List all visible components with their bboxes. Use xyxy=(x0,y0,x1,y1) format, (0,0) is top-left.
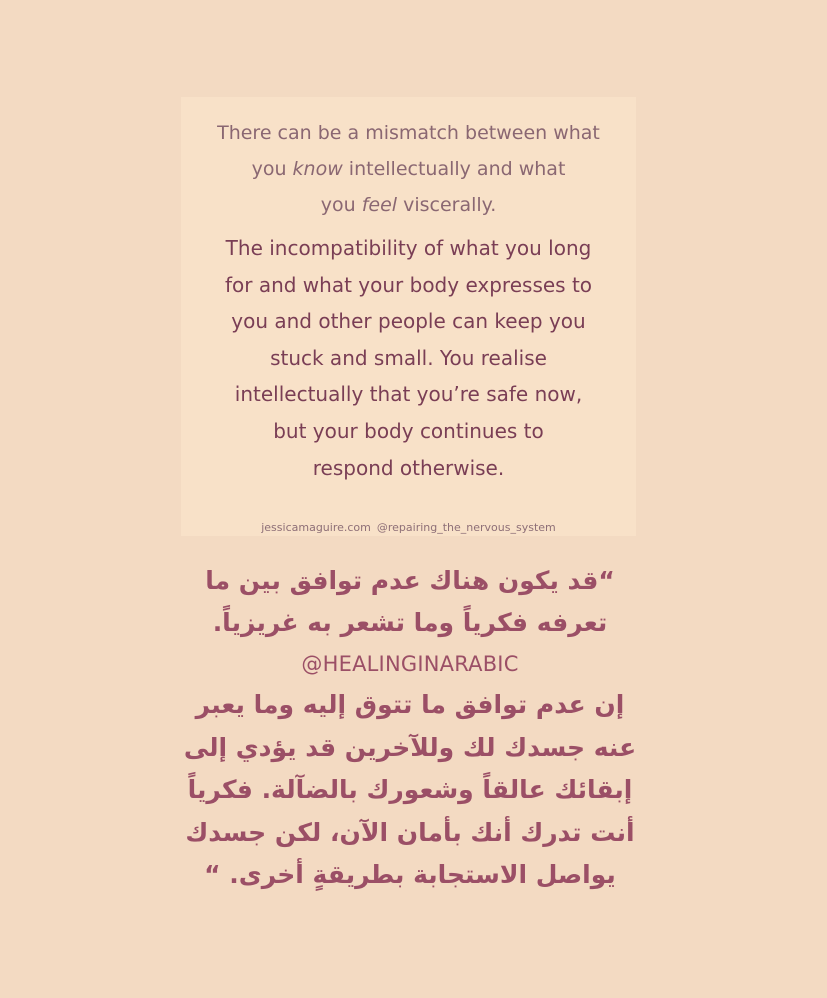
account-handle: @HEALINGINARABIC xyxy=(301,652,519,676)
intro-line-3: you feel viscerally. xyxy=(320,194,497,216)
body-line: but your body continues to xyxy=(273,418,544,443)
source-handle: @repairing_the_nervous_system xyxy=(376,521,556,534)
intro-emphasis-feel: feel xyxy=(361,194,398,216)
arabic-body-line: عنه جسدك لك وللآخرين قد يؤدي إلى xyxy=(183,732,637,762)
arabic-body-line: يواصل الاستجابة بطريقةٍ أخرى. “ xyxy=(204,860,616,889)
body-line: stuck and small. You realise xyxy=(270,345,547,370)
intro-line-1: There can be a mismatch between what xyxy=(217,122,600,144)
body-line: for and what your body expresses to xyxy=(224,272,593,297)
arabic-quote-line: تعرفه فكرياً وما تشعر به غريزياً. xyxy=(212,608,608,637)
body-text xyxy=(181,230,636,486)
intro-line-2: you know intellectually and what xyxy=(251,158,566,180)
body-line: you and other people can keep you xyxy=(231,309,586,334)
arabic-body-line: أنت تدرك أنك بأمان الآن، لكن جسدك xyxy=(185,817,635,847)
intro-text xyxy=(181,115,636,223)
source-site: jessicamaguire.com xyxy=(261,521,371,534)
body-line: The incompatibility of what you long xyxy=(225,236,592,260)
intro-emphasis-know: know xyxy=(292,158,343,180)
arabic-quote xyxy=(150,560,670,644)
arabic-quote-line: “قد يكون هناك عدم توافق بين ما xyxy=(205,566,615,595)
source-credit xyxy=(181,522,636,534)
arabic-body-line: إبقائك عالقاً وشعورك بالضآلة. فكرياً xyxy=(187,775,633,804)
quote-card xyxy=(181,97,636,536)
arabic-body-line: إن عدم توافق ما تتوق إليه وما يعبر xyxy=(195,690,625,719)
body-line: intellectually that you’re safe now, xyxy=(234,382,583,407)
arabic-body xyxy=(150,684,670,897)
body-line: respond otherwise. xyxy=(312,455,505,480)
